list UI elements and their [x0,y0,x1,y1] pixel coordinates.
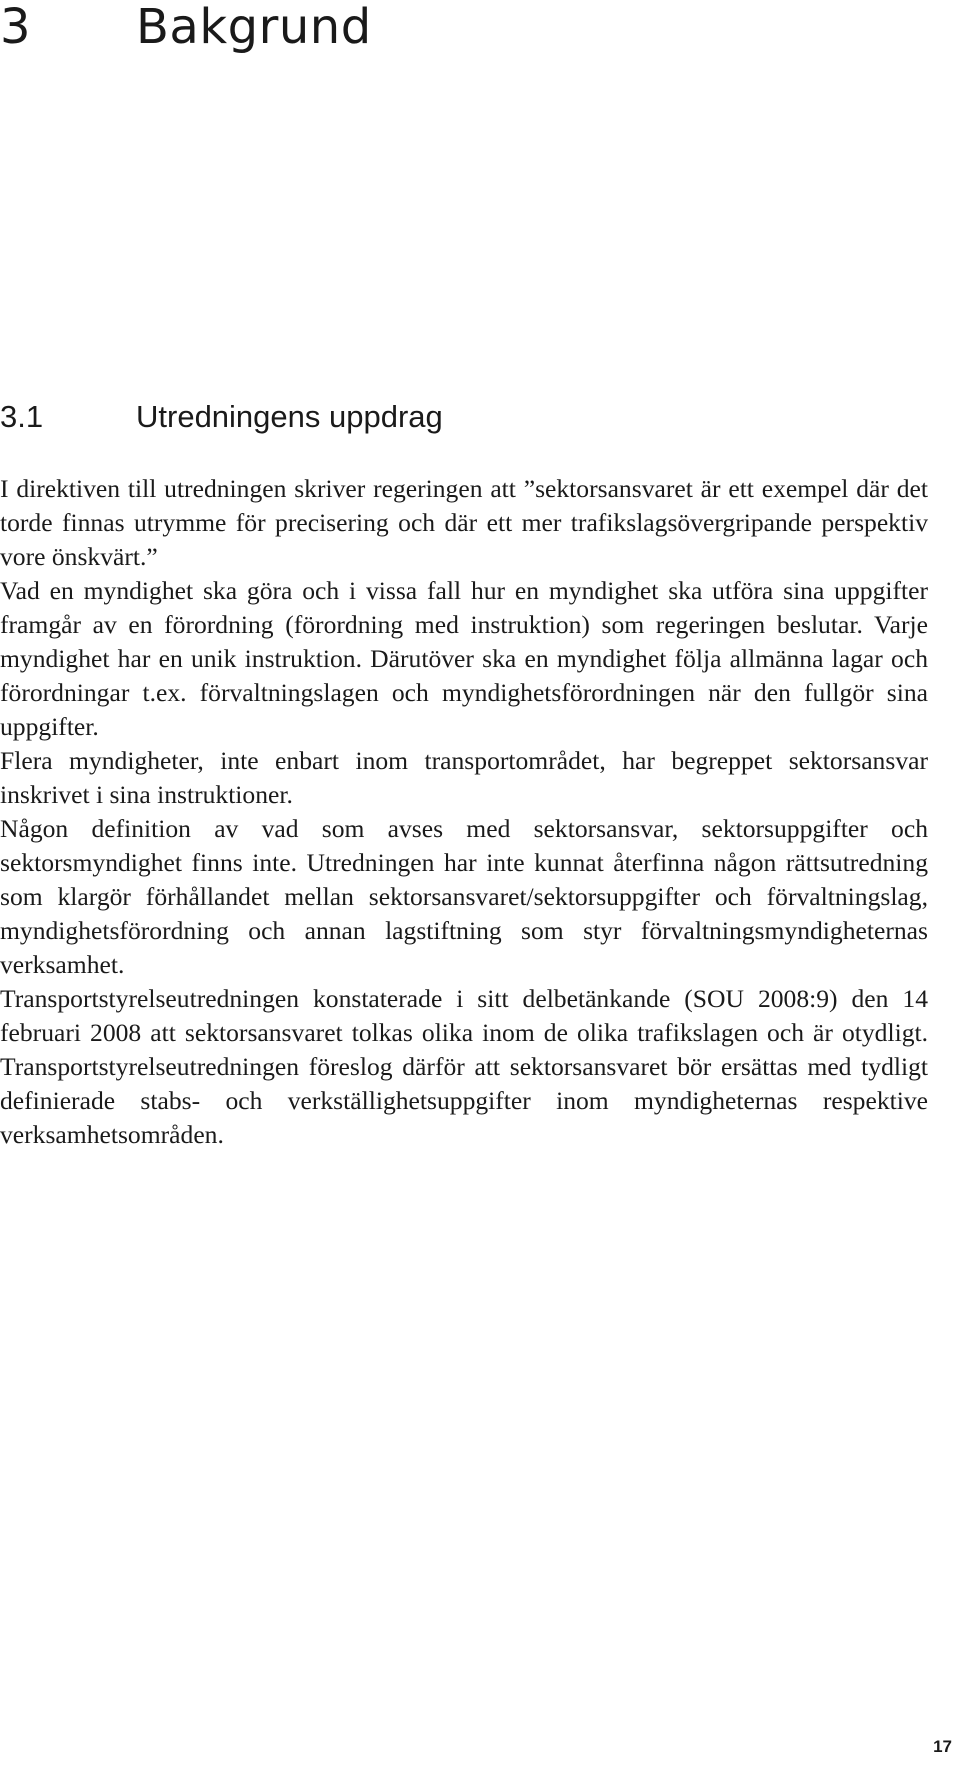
paragraph-transportstyrelse: Transportstyrelseutredningen konstaterade i sitt delbetänkande (SOU 2008:9) den 14 februari 2008 att sektorsansvaret tolkas olika inom de olika trafikslagen och är otydligt. Transportstyrelseutredningen föreslog därför att sektorsansvaret bör ersättas med tydligt definierade stabs- och verkställighetsuppgifter inom myndigheternas respektive verksamhetsområden. [0,984,928,1149]
section-title: Utredningens uppdrag [136,399,443,434]
paragraph-directive-quote: I direktiven till utredningen skriver regeringen att ”sektorsansvaret är ett exempel där det torde finnas utrymme för precisering och där ett mer trafikslagsövergripande perspektiv vore önskvärt.” [0,474,928,571]
chapter-heading [0,0,372,54]
paragraph-agencies: Flera myndigheter, inte enbart inom transportområdet, har begreppet sektorsansvar inskrivet i sina instruktioner. [0,746,928,809]
section-heading [0,398,443,436]
chapter-number: 3 [0,0,32,55]
body-text [0,472,928,1152]
paragraph-instruction: Vad en myndighet ska göra och i vissa fall hur en myndighet ska utföra sina uppgifter framgår av en förordning (förordning med instruktion) som regeringen beslutar. Varje myndighet har en unik instruktion. Därutöver ska en myndighet följa allmänna lagar och förordningar t.ex. förvaltningslagen och myndighetsförordningen när den fullgör sina uppgifter. [0,576,928,741]
page-number: 17 [933,1737,952,1756]
section-number: 3.1 [0,399,44,434]
chapter-title: Bakgrund [136,0,372,55]
paragraph-definition: Någon definition av vad som avses med sektorsansvar, sektorsuppgifter och sektorsmyndighet finns inte. Utredningen har inte kunnat återfinna någon rättsutredning som klargör förhållandet mellan sektorsansvaret/sektorsuppgifter och förvaltningslag, myndighetsförordning och annan lagstiftning som styr förvaltningsmyndigheternas verksamhet. [0,814,928,979]
